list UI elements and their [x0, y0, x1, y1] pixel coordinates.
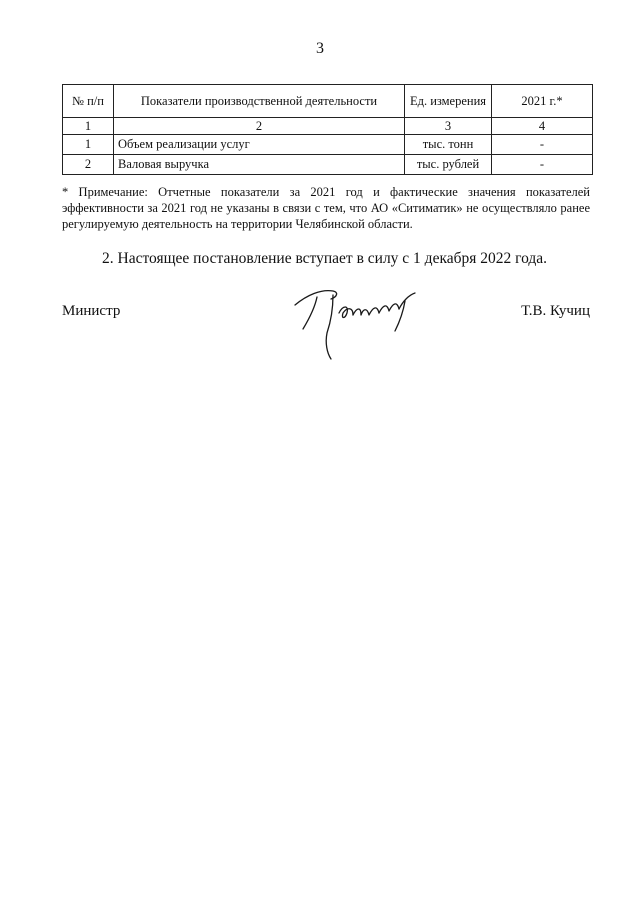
effective-date-clause: 2. Настоящее постановление вступает в силу с 1 декабря 2022 года. — [102, 250, 548, 267]
signer-title: Министр — [62, 303, 121, 319]
header-number: № п/п — [63, 85, 114, 118]
handwritten-signature — [287, 283, 437, 363]
indicators-table — [62, 84, 593, 175]
page-number: 3 — [316, 40, 324, 57]
signer-name: Т.В. Кучиц — [521, 303, 590, 319]
row-indicator: Объем реализации услуг — [114, 135, 405, 155]
footnote — [62, 184, 590, 232]
row-indicator: Валовая выручка — [114, 155, 405, 175]
header-unit: Ед. измерения — [405, 85, 492, 118]
row-value: - — [492, 135, 593, 155]
table-row — [63, 155, 593, 175]
footnote-text: * Примечание: Отчетные показатели за 2021 год и фактические значения показателей эффективности за 2021 год не указаны в связи с тем, что АО «Ситиматик» не осуществляло ранее регулируемую деятельность на территории Челябинской области. — [62, 185, 590, 231]
index-cell: 2 — [114, 118, 405, 135]
row-value: - — [492, 155, 593, 175]
row-unit: тыс. тонн — [405, 135, 492, 155]
header-indicator: Показатели производственной деятельности — [114, 85, 405, 118]
index-cell: 1 — [63, 118, 114, 135]
table-index-row — [63, 118, 593, 135]
header-year: 2021 г.* — [492, 85, 593, 118]
index-cell: 4 — [492, 118, 593, 135]
signature-block — [62, 283, 590, 363]
row-number: 1 — [63, 135, 114, 155]
row-number: 2 — [63, 155, 114, 175]
index-cell: 3 — [405, 118, 492, 135]
table-row — [63, 135, 593, 155]
table-header-row — [63, 85, 593, 118]
row-unit: тыс. рублей — [405, 155, 492, 175]
